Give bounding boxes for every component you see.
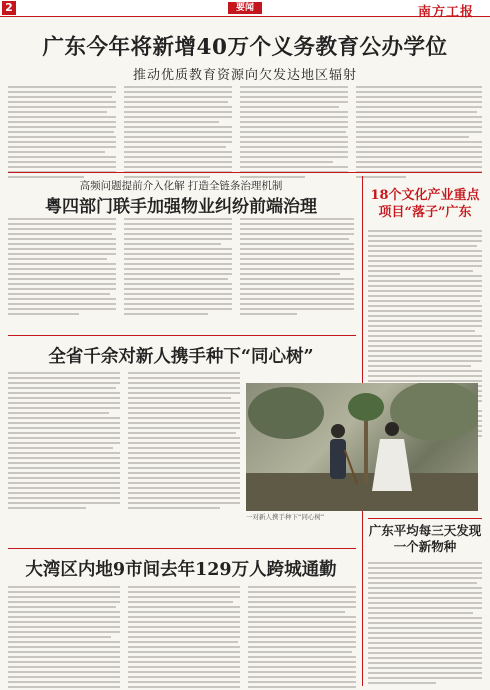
story2-body-col3 [240,218,354,318]
story1-headline: 广东今年将新增40万个义务教育公办学位 [42,35,448,60]
photo-illustration [246,383,478,511]
rule-story1 [8,172,482,173]
section-label: 要闻 [228,2,262,14]
sidebar2-headline: 广东平均每三天发现一个新物种 [368,523,482,554]
story1-body-col1 [8,86,116,181]
story4-headline: 大湾区内地9市间去年129万人跨城通勤 [25,560,337,580]
story3-headline: 全省千余对新人携手种下“同心树” [48,347,314,367]
story4-body-col1 [8,586,120,690]
rule-sidebar2 [368,518,482,519]
story2-body-col1 [8,218,116,318]
masthead: 南方工报 [418,5,475,20]
story1-body-col3 [240,86,348,181]
story2-kicker: 高频问题提前介入化解 打造全链条治理机制 [79,180,283,192]
page-number: 2 [2,1,16,15]
sidebar2-body [368,562,482,687]
photo-caption: 一对新人携手种下“同心树” [246,513,325,521]
tree-planting-photo [246,383,478,511]
story1-body-col2 [124,86,232,181]
story3-body-col1 [8,372,120,512]
story2-body-col2 [124,218,232,318]
story4-body-col2 [128,586,240,690]
rule-story2 [8,335,356,336]
story3-body-col2 [128,372,240,512]
story4-body-col3 [248,586,356,690]
story1-body-col4 [356,86,482,181]
rule-story3 [8,548,356,549]
sidebar1-headline: 18个文化产业重点项目“落子”广东 [370,188,480,220]
story2-headline: 粤四部门联手加强物业纠纷前端治理 [45,197,317,217]
story1-subhead: 推动优质教育资源向欠发达地区辐射 [132,68,357,83]
